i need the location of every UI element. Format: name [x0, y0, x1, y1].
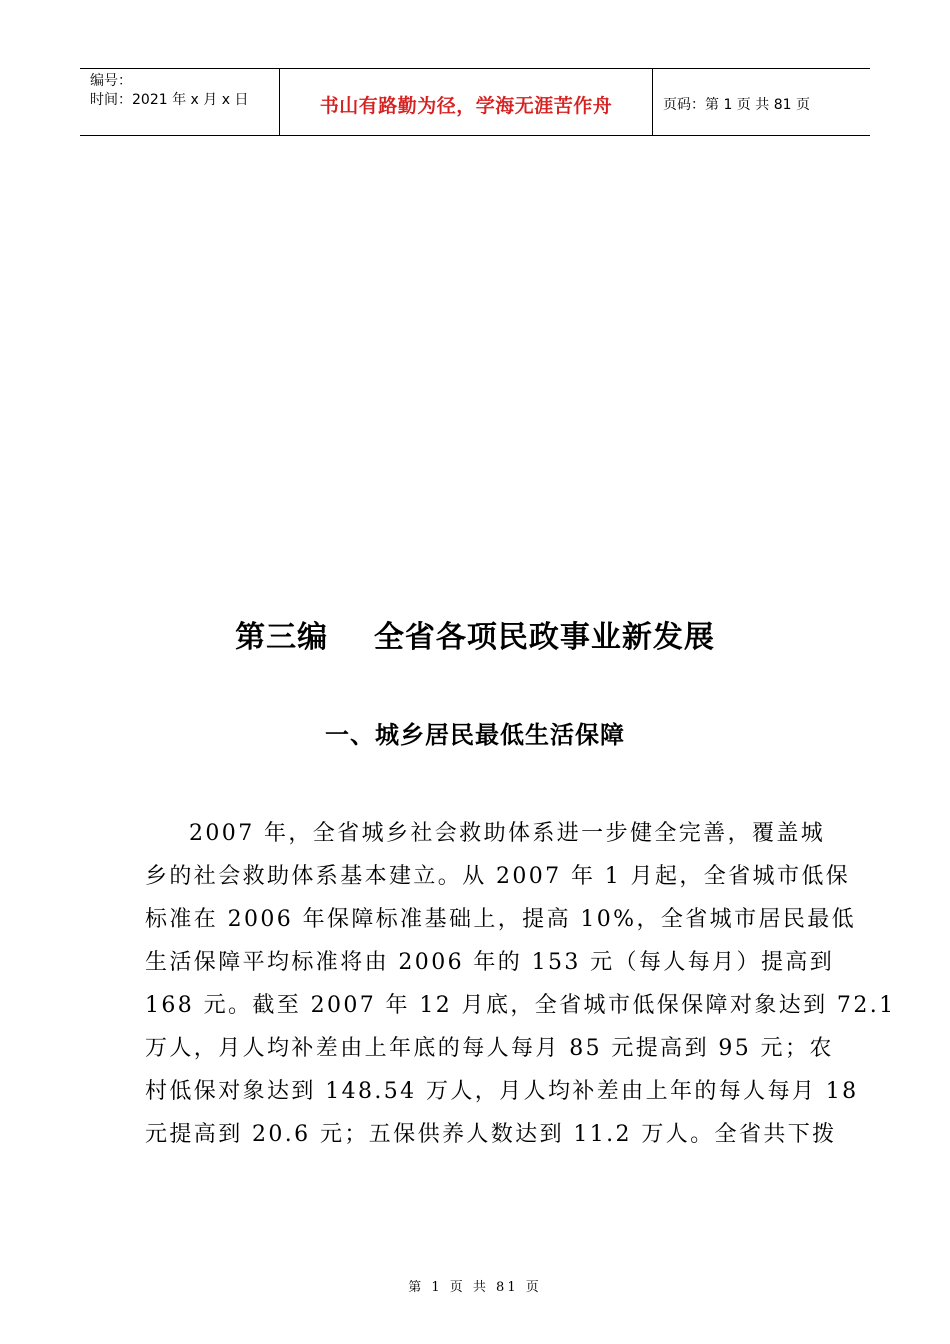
- paragraph-line: 168 元。截至 2007 年 12 月底，全省城市低保保障对象达到 72.1: [145, 993, 896, 1018]
- header-motto-cell: [280, 69, 653, 135]
- document-header: [80, 68, 870, 136]
- paragraph-line: 元提高到 20.6 元；五保供养人数达到 11.2 万人。全省共下拨: [145, 1122, 837, 1147]
- document-number-label: 编号：: [90, 73, 132, 89]
- header-page-info: 页码：第 1 页 共 81 页: [663, 97, 810, 113]
- page-footer: 第 1 页 共 81 页: [408, 1280, 542, 1295]
- paragraph-line: 乡的社会救助体系基本建立。从 2007 年 1 月起，全省城市低保: [145, 864, 851, 889]
- section-title: 一、城乡居民最低生活保障: [325, 721, 625, 749]
- paragraph-line: 万人，月人均补差由上年底的每人每月 85 元提高到 95 元；农: [145, 1036, 834, 1061]
- document-date-label: 时间：2021 年 x 月 x 日: [90, 92, 249, 108]
- header-page-cell: [653, 69, 870, 135]
- header-meta-cell: [80, 69, 280, 135]
- body-paragraph: [145, 812, 896, 1156]
- chapter-title: 第三编 全省各项民政事业新发展: [235, 620, 715, 655]
- paragraph-line: 2007 年，全省城乡社会救助体系进一步健全完善，覆盖城: [189, 821, 826, 846]
- paragraph-line: 标准在 2006 年保障标准基础上，提高 10%，全省城市居民最低: [145, 907, 857, 932]
- paragraph-line: 生活保障平均标准将由 2006 年的 153 元（每人每月）提高到: [145, 950, 835, 975]
- paragraph-line: 村低保对象达到 148.54 万人，月人均补差由上年的每人每月 18: [145, 1079, 859, 1104]
- header-motto: 书山有路勤为径，学海无涯苦作舟: [319, 94, 613, 117]
